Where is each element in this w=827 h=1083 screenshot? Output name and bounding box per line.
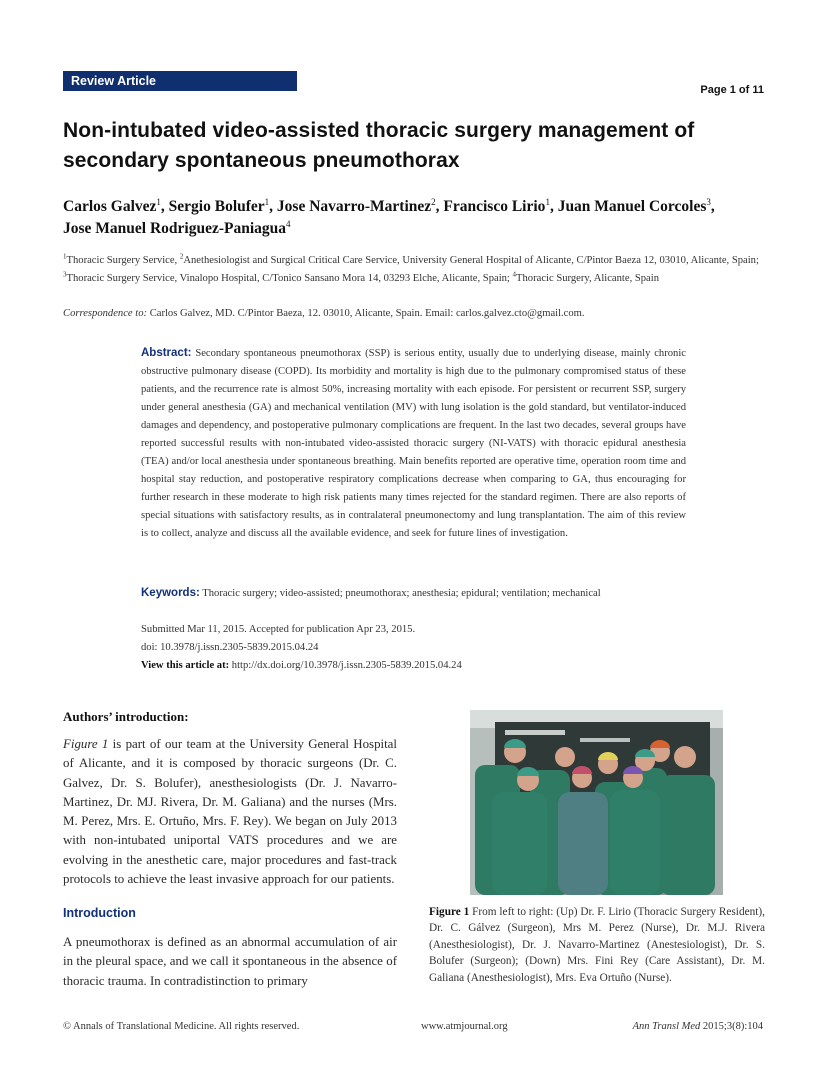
submission-dates: Submitted Mar 11, 2015. Accepted for publication Apr 23, 2015. — [141, 624, 416, 635]
copyright-notice: © Annals of Translational Medicine. All rights reserved. — [63, 1021, 300, 1032]
view-article-link[interactable]: http://dx.doi.org/10.3978/j.issn.2305-5839.2015.04.24 — [229, 660, 462, 671]
journal-website-link[interactable]: www.atmjournal.org — [421, 1021, 508, 1032]
publication-meta — [141, 621, 686, 675]
author-name: Sergio Bolufer — [168, 198, 265, 215]
keywords-label: Keywords: — [141, 587, 200, 599]
view-article-label: View this article at: — [141, 660, 230, 671]
author-name: Carlos Galvez — [63, 198, 157, 215]
affiliation-text: Thoracic Surgery Service, — [66, 255, 180, 266]
introduction-paragraph: A pneumothorax is defined as an abnormal accumulation of air in the pleural space, and we call it spontaneous in the absence of thoracic trauma. In contradistinction to primary — [63, 935, 397, 988]
abstract-text: Secondary spontaneous pneumothorax (SSP) is serious entity, usually due to underlying disease, mainly chronic obstructive pulmonary disease (COPD). Its morbidity and mortality is high due to the pulmonary compromised status of these patients, and the recurrence rate is almost 50%, increasing mortality with each episode. For persistent or recurrent SSP, surgery under general anesthesia (GA) and mechanical ventilation (MV) with lung isolation is the gold standard, but ventilator-induced damages and dependency, and postoperative pulmonary complications are frequent. In the last two decades, several groups have reported successful results with non-intubated video-assisted thoracic surgery (NI-VATS) with thoracic epidural anesthesia (TEA) and/or local anesthesia under spontaneous breathing. Main benefits reported are operative time, operation room time and hospital stay reduction, and postoperative respiratory complications decrease when comparing to GA, thus encouraging for further research in these moderate to high risk patients many times rejected for the standard regimen. There are also reports of special situations with satisfactory results, as in contralateral pneumonectomy and lung transplantation. The aim of this review is to collect, analyze and discuss all the available evidence, and seek for future lines of investigation. — [141, 348, 686, 539]
keywords-text: Thoracic surgery; video-assisted; pneumothorax; anesthesia; epidural; ventilation; mechanical — [199, 588, 601, 599]
author-affiliation-mark: 2 — [431, 196, 436, 207]
affiliation-text: Anethesiologist and Surgical Critical Care Service, University General Hospital of Alicante, C/Pintor Baeza 12, 03010, Alicante, Spain; — [183, 255, 759, 266]
affiliation-mark: 1 — [63, 252, 67, 261]
citation-ref: 2015;3(8):104 — [700, 1021, 763, 1032]
correspondence — [63, 306, 768, 322]
article-type-badge: Review Article — [63, 71, 297, 91]
figure-reference-link[interactable]: Figure 1 — [63, 737, 109, 751]
affiliation-mark: 3 — [63, 270, 67, 279]
correspondence-text: Carlos Galvez, MD. C/Pintor Baeza, 12. 03010, Alicante, Spain. Email: carlos.galvez.cto@gmail.com. — [147, 308, 585, 319]
author-affiliation-mark: 3 — [706, 196, 711, 207]
affiliation-mark: 2 — [179, 252, 184, 261]
keywords — [141, 585, 686, 602]
citation-journal: Ann Transl Med — [632, 1021, 701, 1032]
figure-caption-text: From left to right: (Up) Dr. F. Lirio (Thoracic Surgery Resident), Dr. C. Gálvez (Surgeon), Mrs M. Perez (Nurse), Dr. M.J. Rivera (Anesthesiologist), Dr. J. Navarro-Martinez (Anestesiologist), Dr. S. Bolufer (Surgeon); (Down) Mrs. Fini Rey (Care Assistant), Dr. M. Galiana (Anesthesiologist), Mrs. Eva Ortuño (Nurse). — [429, 906, 765, 984]
article-title — [63, 116, 763, 176]
citation — [633, 1021, 763, 1032]
author-name: Francisco Lirio — [443, 198, 546, 215]
affiliation-text: Thoracic Surgery Service, Vinalopo Hospital, C/Tonico Sansano Mora 14, 03293 Elche, Alicante, Spain; — [66, 273, 513, 284]
abstract — [141, 344, 686, 543]
author-affiliation-mark: 4 — [286, 218, 291, 229]
doi[interactable]: doi: 10.3978/j.issn.2305-5839.2015.04.24 — [141, 642, 319, 653]
author-name: Jose Navarro-Martinez — [276, 198, 432, 215]
abstract-label: Abstract: — [141, 347, 192, 359]
author-affiliation-mark: 1 — [156, 196, 161, 207]
authors-intro-text: is part of our team at the University General Hospital of Alicante, and it is composed by thoracic surgeons (Dr. C. Galvez, Dr. S. Bolufer), anesthesiologists (Dr. J. Navarro-Martinez, Dr. MJ. Rivera, Dr. M. Galiana) and the nurses (Mrs. M. Perez, Mrs. E. Ortuño, Mrs. F. Rey). We began on July 2013 with non-intubated uniportal VATS procedures and we are evolving in the anesthetic care, major procedures and fast-track protocols to achieve the least invasive approach for our patients. — [63, 737, 397, 887]
introduction-heading: Introduction — [63, 906, 136, 920]
authors-intro-heading: Authors’ introduction: — [63, 709, 189, 724]
team-photo — [470, 710, 723, 895]
author-affiliation-mark: 1 — [264, 196, 270, 207]
team-photo-illustration — [470, 710, 723, 895]
author-affiliation-mark: 1 — [545, 196, 550, 207]
title-line-1: Non-intubated video-assisted thoracic surgery management of — [63, 119, 695, 142]
affiliation-mark: 4 — [512, 270, 517, 279]
authors-intro-paragraph — [63, 735, 397, 889]
correspondence-label: Correspondence to: — [63, 308, 148, 319]
figure-label: Figure 1 — [429, 906, 470, 918]
page-indicator: Page 1 of 11 — [700, 84, 764, 96]
author-name: Jose Manuel Rodriguez-Paniagua — [63, 220, 287, 237]
figure-caption — [429, 904, 765, 986]
affiliation-text: Thoracic Surgery, Alicante, Spain — [516, 273, 660, 284]
view-article-line — [141, 657, 686, 675]
affiliations — [63, 252, 768, 288]
title-line-2: secondary spontaneous pneumothorax — [63, 149, 460, 172]
author-list: Carlos Galvez$^1$, Sergio Bolufer$^1$, Jose Navarro-Martinez$^2$, Francisco Lirio$^1$, Juan Manuel Corcoles$^3$, Jose Manuel Rodriguez-Paniagua$^4$ — [63, 196, 715, 237]
author-name: Juan Manuel Corcoles — [557, 198, 707, 215]
